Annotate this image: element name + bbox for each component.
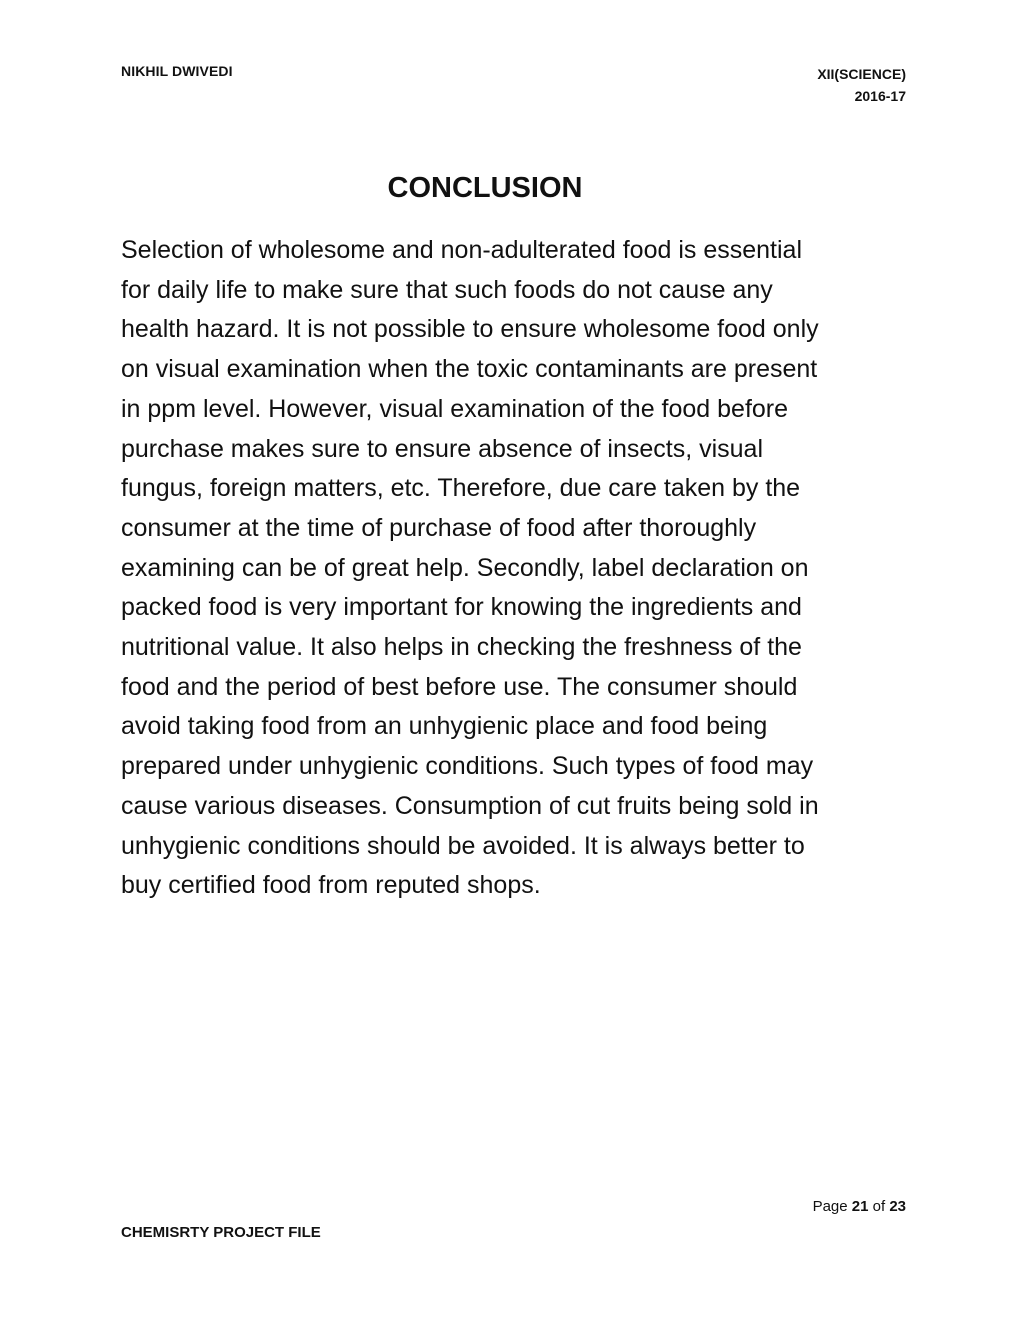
paragraph-line: purchase makes sure to ensure absence of insects, visual [121,434,764,463]
paragraph-line: food and the period of best before use. The consumer should [121,672,798,701]
header-class: XII(SCIENCE) [817,66,906,82]
page-number [813,1198,906,1215]
header-author: NIKHIL DWIVEDI [121,63,233,79]
paragraph-line: packed food is very important for knowing the ingredients and [121,593,802,622]
paragraph-line: unhygienic conditions should be avoided. It is always better to [121,831,805,860]
paragraph-line: health hazard. It is not possible to ensure wholesome food only [121,315,819,344]
paragraph-line: for daily life to make sure that such foods do not cause any [121,275,773,304]
page-title-text: CONCLUSION [387,172,583,204]
paragraph-line: consumer at the time of purchase of food after thoroughly [121,513,757,542]
paragraph-line: examining can be of great help. Secondly, label declaration on [121,553,809,582]
conclusion-paragraph [121,231,921,906]
paragraph-line: avoid taking food from an unhygienic place and food being [121,712,768,741]
paragraph-line: in ppm level. However, visual examination of the food before [121,394,789,423]
paragraph-line: cause various diseases. Consumption of cut fruits being sold in [121,791,819,820]
page-current: 21 [851,1198,869,1215]
paragraph-line: on visual examination when the toxic contaminants are present [121,355,818,384]
footer-project-title: CHEMISRTY PROJECT FILE [121,1224,321,1241]
page-of: of [868,1198,890,1215]
paragraph-line: prepared under unhygienic conditions. Such types of food may [121,752,814,781]
header-session: 2016-17 [854,88,906,104]
page-title [0,172,1024,205]
paragraph-line: Selection of wholesome and non-adulterated food is essential [121,236,802,264]
paragraph-line: fungus, foreign matters, etc. Therefore, due care taken by the [121,474,801,503]
paragraph-line: buy certified food from reputed shops. [121,871,541,900]
header-class-session [817,63,906,107]
page-prefix: Page [812,1198,852,1215]
paragraph-line: nutritional value. It also helps in checking the freshness of the [121,633,802,662]
page-total: 23 [889,1198,906,1215]
